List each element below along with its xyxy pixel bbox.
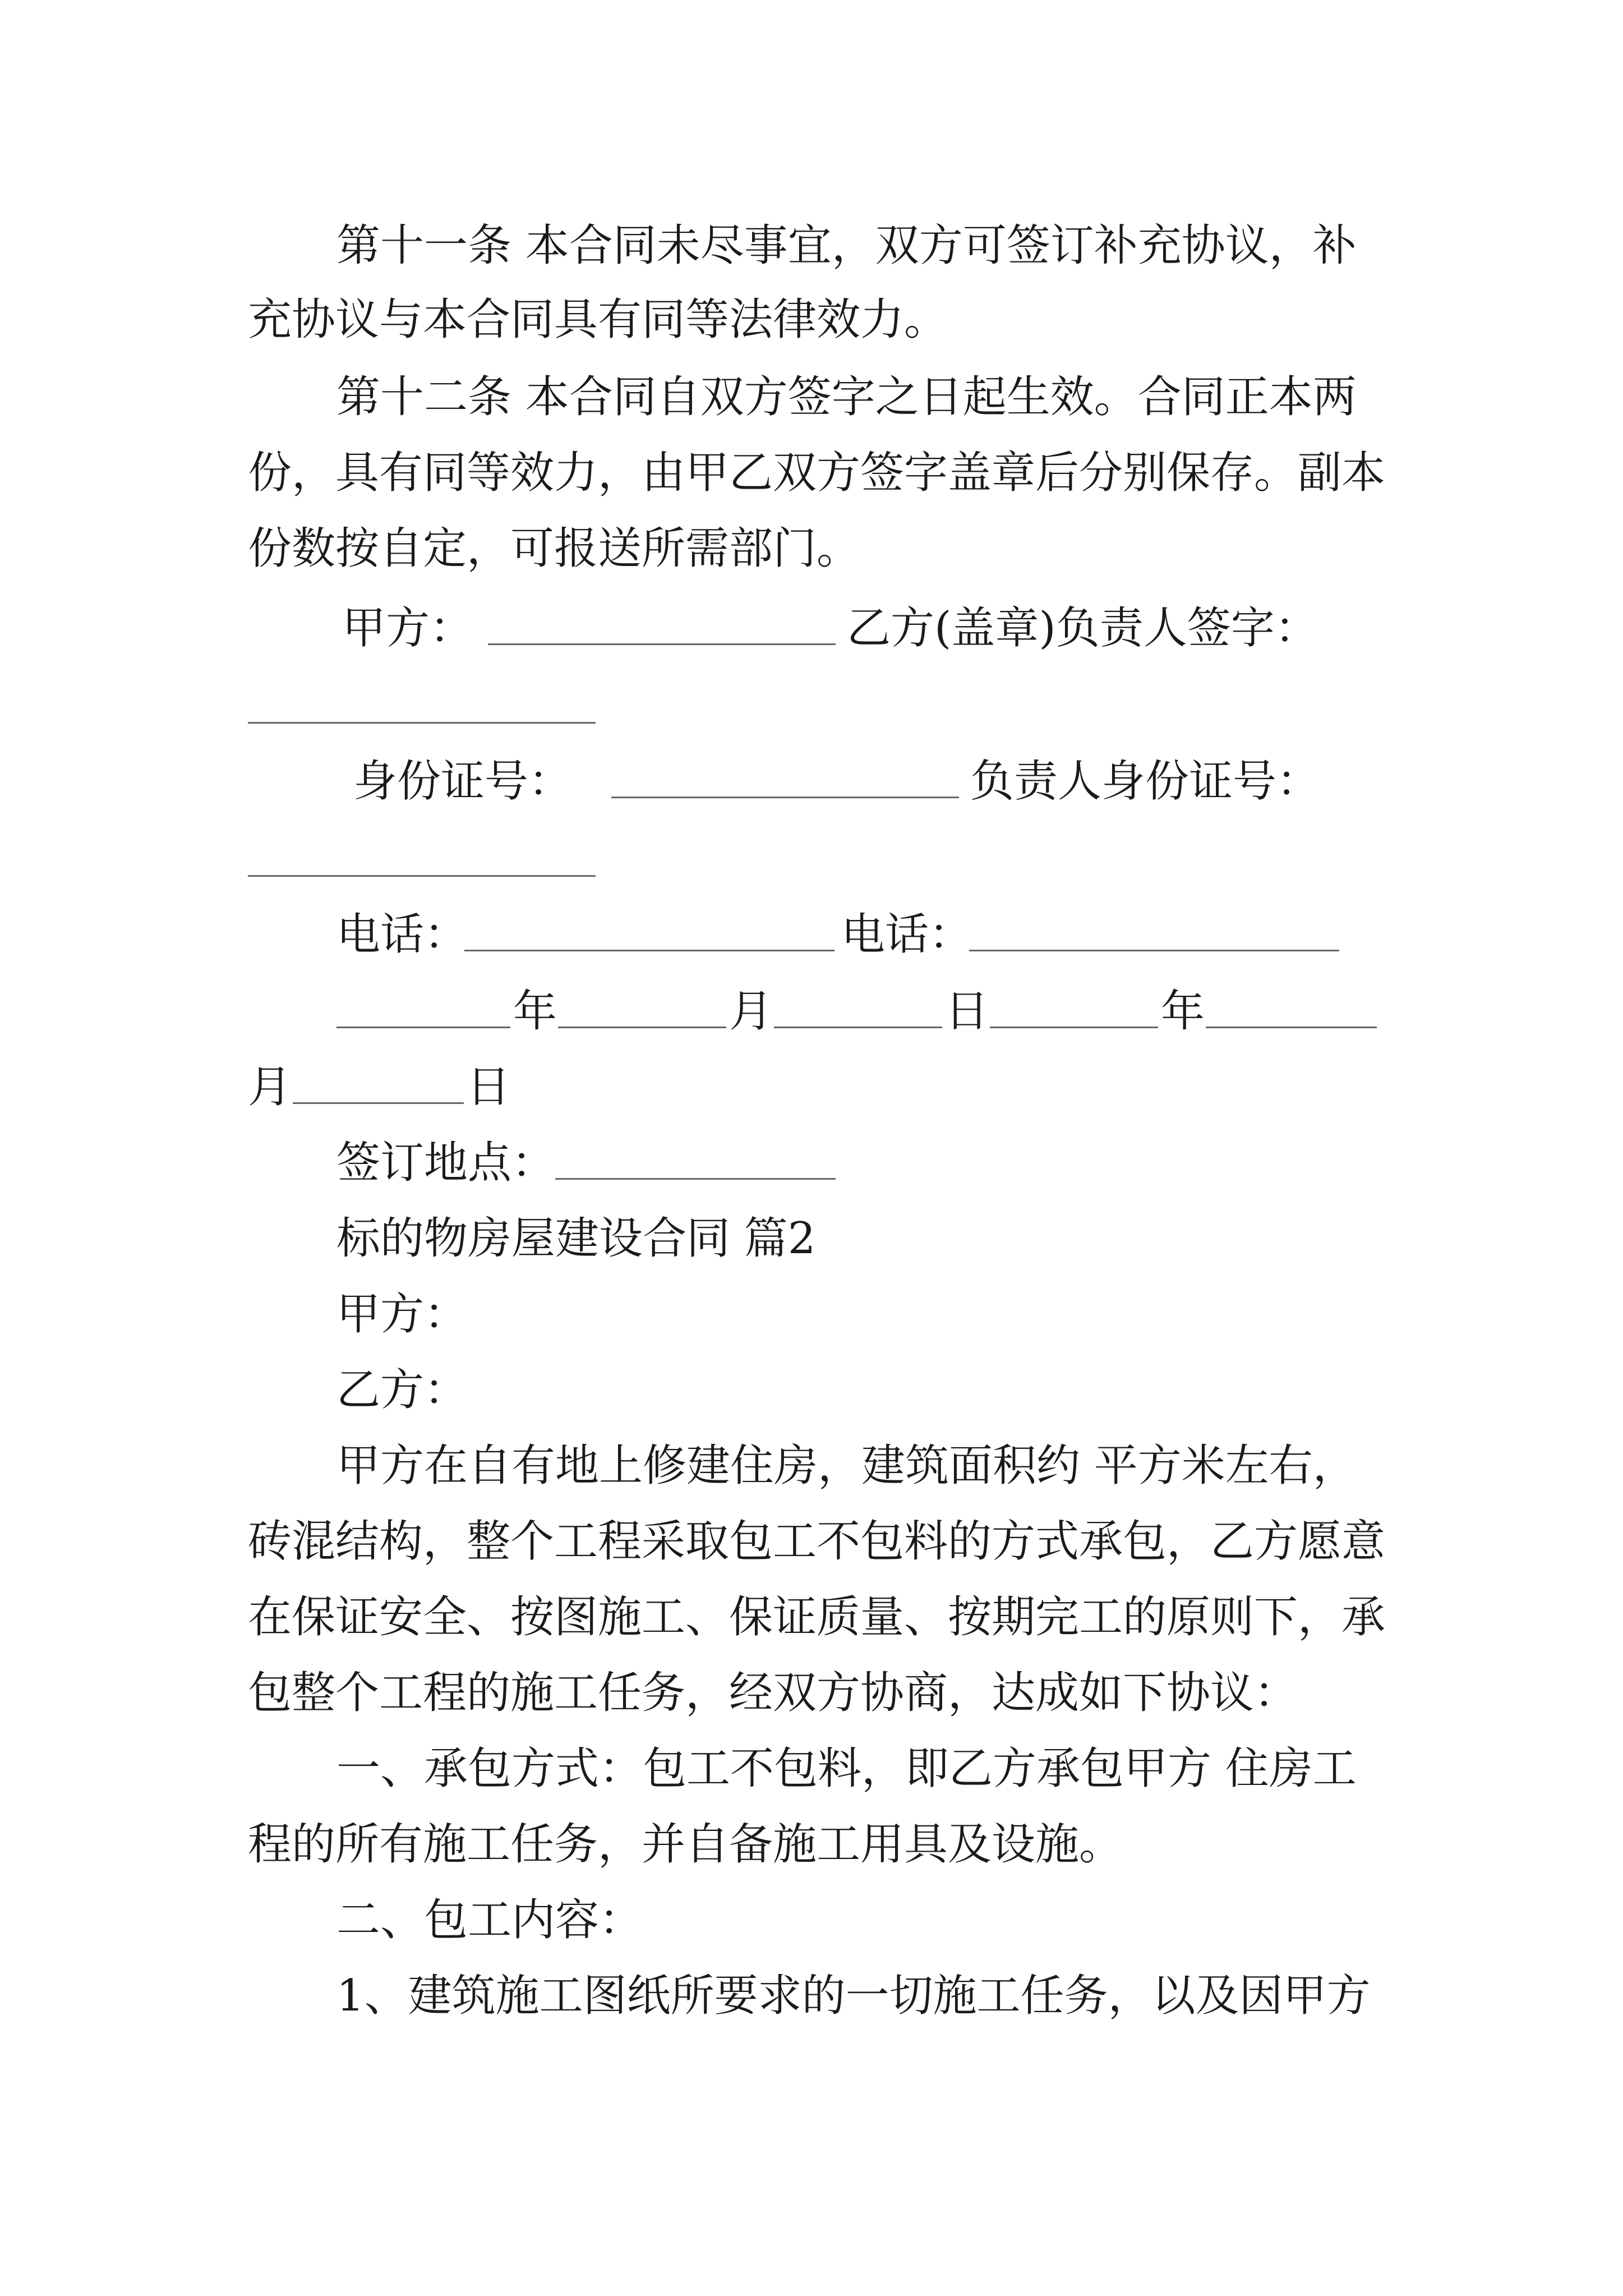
sig-phone-a-blank	[464, 950, 834, 951]
section-title: 标的物房屋建设合同 篇2	[336, 1213, 816, 1264]
clause-2-item-1: 1、建筑施工图纸所要求的一切施工任务，以及因甲方	[336, 1971, 1371, 2021]
sig-phone-b-blank	[969, 950, 1339, 951]
paragraph-1-line-1: 甲方在自有地上修建住房，建筑面积约 平方米左右，	[336, 1441, 1357, 1491]
date-b-month: 月	[248, 1062, 292, 1112]
party-b-label: 乙方：	[336, 1365, 468, 1415]
sig-party-a-blank	[488, 643, 836, 645]
date-b-day: 日	[467, 1062, 511, 1112]
date-b-day-blank	[293, 1102, 464, 1104]
article-12-line-1: 第十二条 本合同自双方签字之日起生效。合同正本两	[336, 372, 1357, 422]
paragraph-1-line-3: 在保证安全、按图施工、保证质量、按期完工的原则下，承	[248, 1592, 1386, 1642]
article-12-line-3: 份数按自定，可报送所需部门。	[248, 523, 861, 574]
sign-place-label: 签订地点：	[336, 1138, 556, 1188]
clause-1-line-2: 程的所有施工任务，并自备施工用具及设施。	[248, 1819, 1123, 1870]
sig-party-a-label: 甲方：	[342, 603, 474, 654]
date-b-month-blank	[1206, 1027, 1377, 1028]
sig-phone-b-label: 电话：	[841, 909, 973, 960]
sig-resp-id-blank	[248, 875, 596, 877]
date-a-year-blank	[336, 1027, 510, 1028]
date-a-day-blank	[774, 1027, 942, 1028]
sig-id-blank	[611, 797, 959, 798]
date-b-year-blank	[990, 1027, 1158, 1028]
party-a-label: 甲方：	[336, 1289, 468, 1340]
sig-resp-id-label: 负责人身份证号：	[970, 756, 1321, 807]
article-11-line-1: 第十一条 本合同未尽事宜，双方可签订补充协议，补	[336, 220, 1357, 271]
date-b-year: 年	[1161, 986, 1205, 1037]
date-a-month: 月	[729, 986, 773, 1037]
article-12-line-2: 份，具有同等效力，由甲乙双方签字盖章后分别保存。副本	[248, 448, 1386, 498]
sig-id-label: 身份证号：	[353, 756, 573, 807]
clause-1-line-1: 一、承包方式：包工不包料，即乙方承包甲方 住房工	[336, 1743, 1357, 1794]
date-a-year: 年	[513, 986, 557, 1037]
paragraph-1-line-2: 砖混结构，整个工程采取包工不包料的方式承包，乙方愿意	[248, 1516, 1386, 1567]
sig-phone-a-label: 电话：	[336, 909, 468, 960]
date-a-month-blank	[558, 1027, 726, 1028]
sig-party-b-label: 乙方(盖章)负责人签字：	[847, 603, 1318, 654]
paragraph-1-line-4: 包整个工程的施工任务，经双方协商，达成如下协议：	[248, 1668, 1298, 1718]
article-11-line-2: 充协议与本合同具有同等法律效力。	[248, 295, 948, 345]
clause-2-heading: 二、包工内容：	[336, 1895, 643, 1945]
sign-place-blank	[555, 1178, 836, 1180]
date-a-day: 日	[945, 986, 989, 1037]
sig-party-b-blank	[248, 722, 596, 724]
